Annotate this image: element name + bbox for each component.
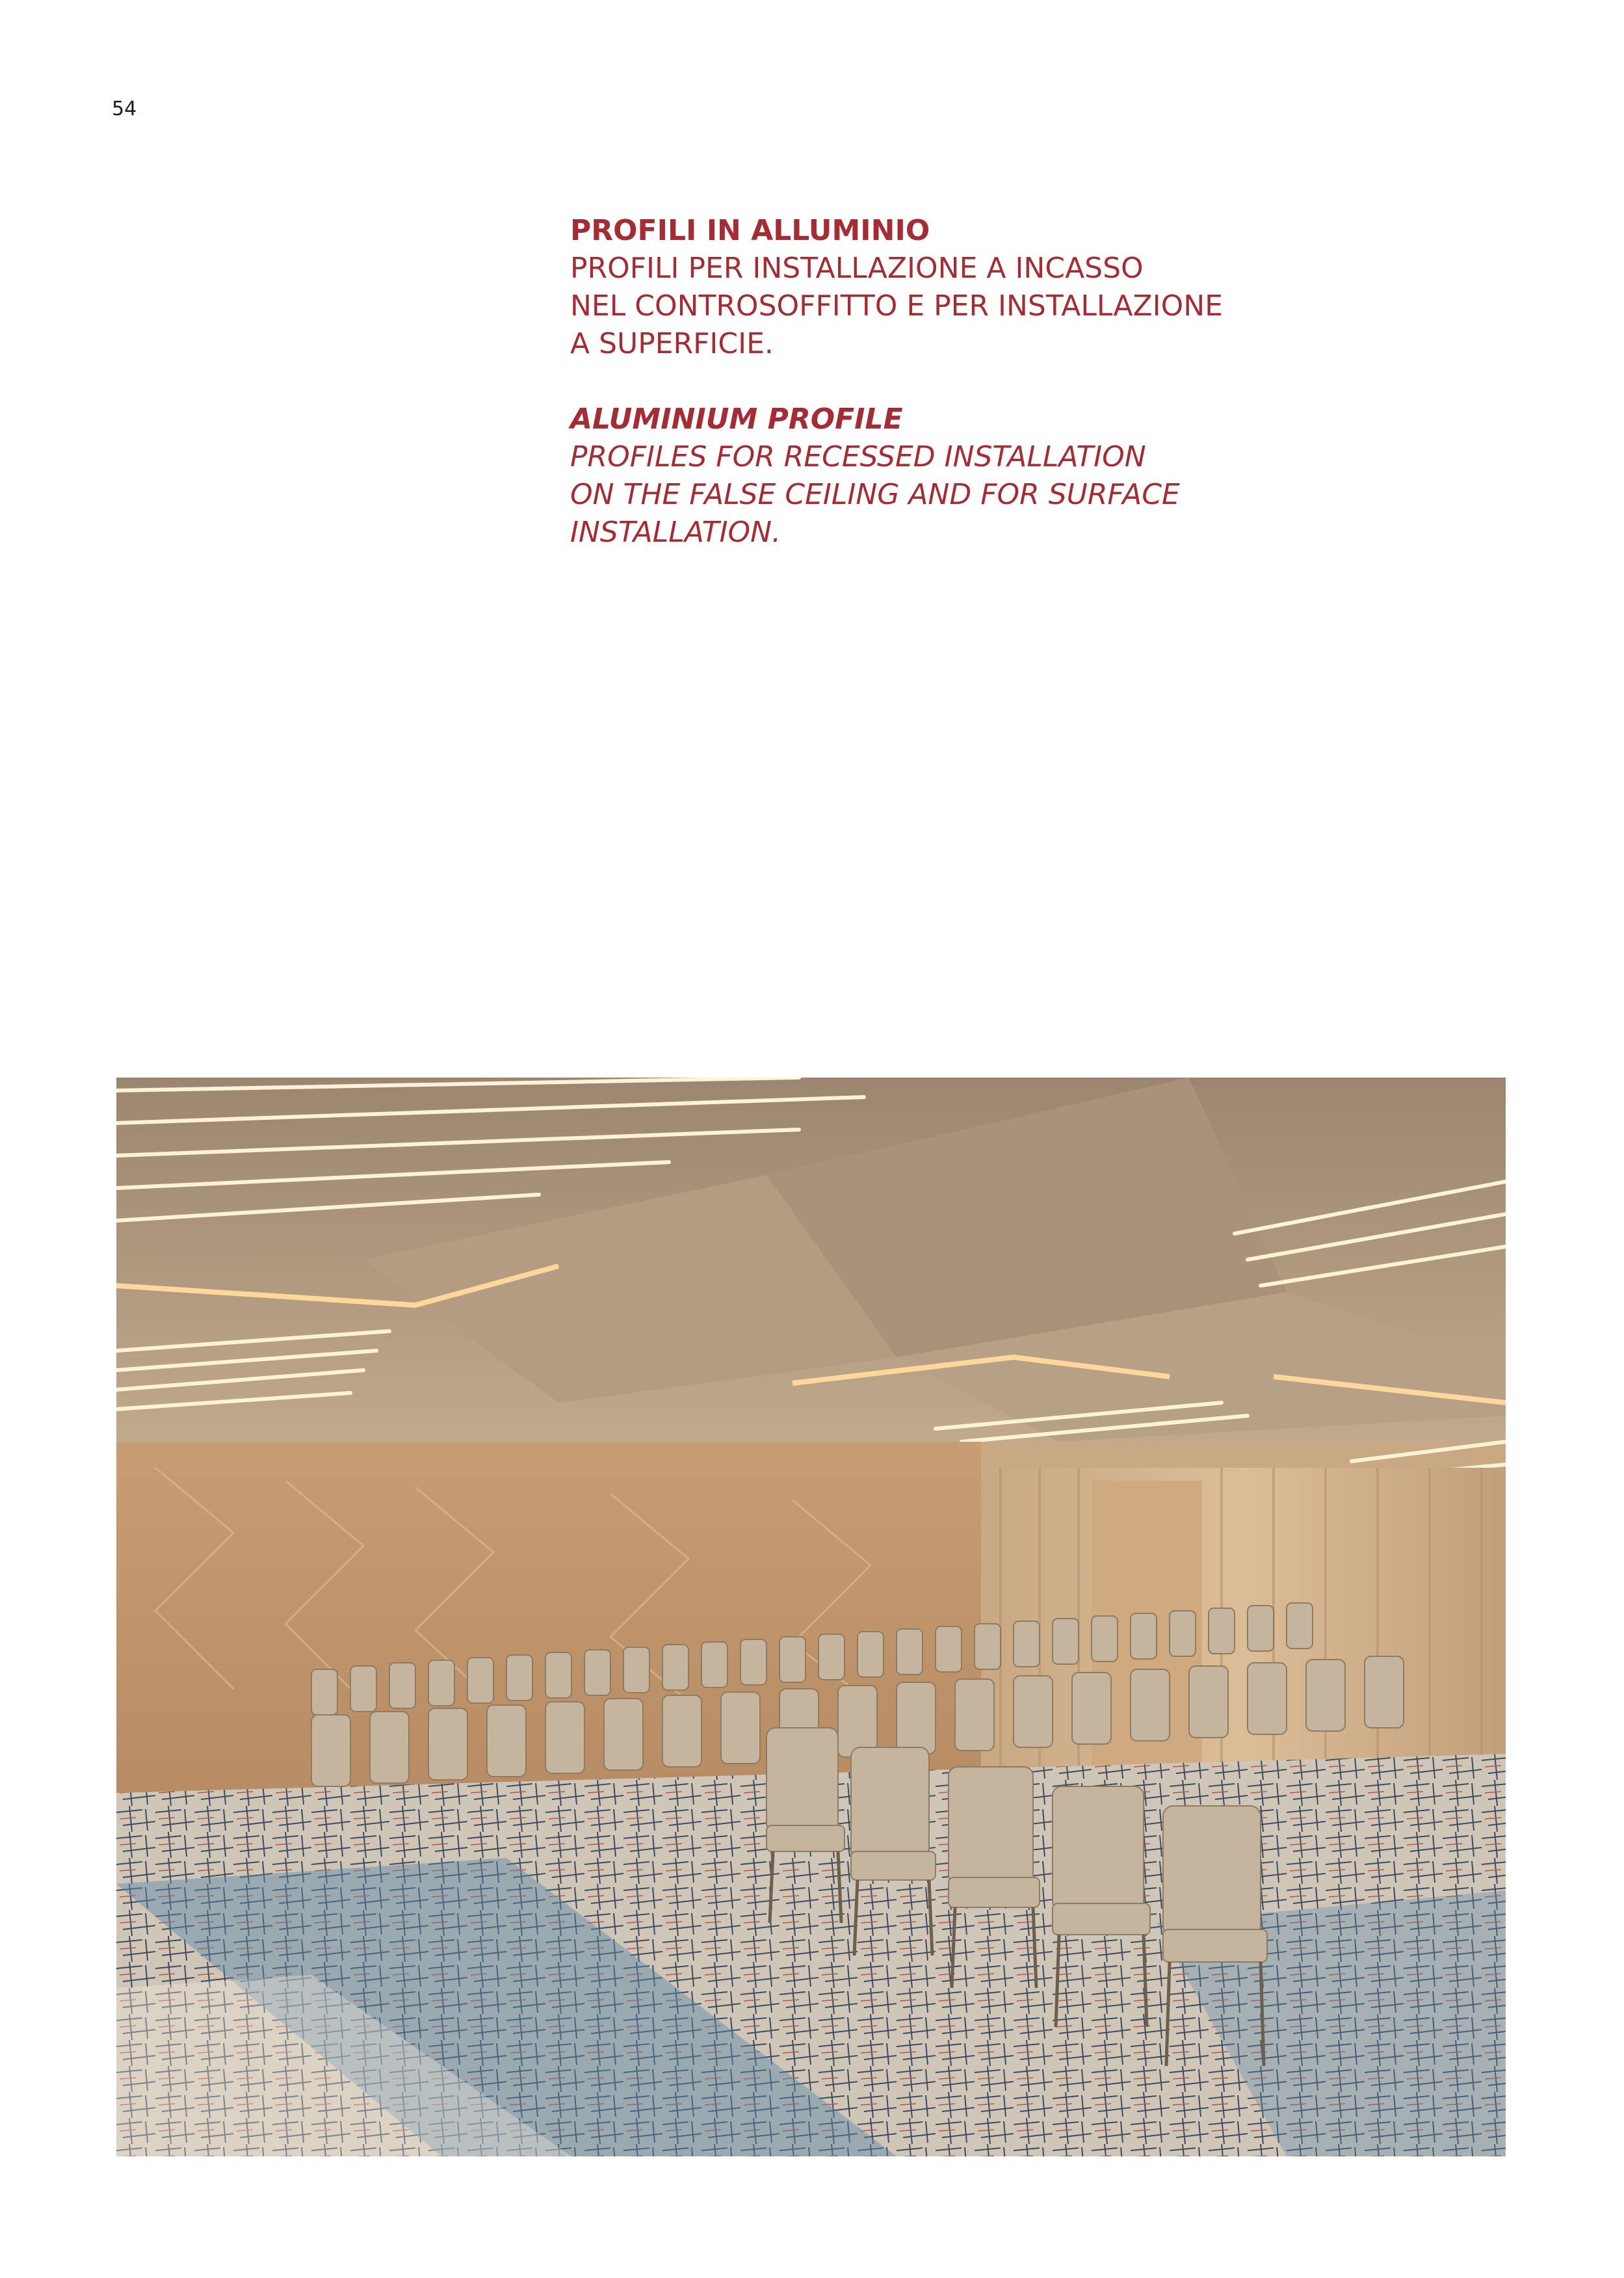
english-title: ALUMINIUM PROFILE bbox=[570, 403, 903, 436]
description-block bbox=[570, 212, 1480, 551]
italian-line-1: PROFILI PER INSTALLAZIONE A INCASSO bbox=[570, 252, 1144, 285]
conference-room-illustration bbox=[116, 1078, 1506, 2156]
italian-line-2: NEL CONTROSOFFITTO E PER INSTALLAZIONE bbox=[570, 289, 1223, 323]
italian-line-3: A SUPERFICIE. bbox=[570, 327, 774, 360]
conference-room-photo bbox=[116, 1078, 1506, 2156]
english-line-1: PROFILES FOR RECESSED INSTALLATION bbox=[570, 440, 1146, 473]
english-line-3: INSTALLATION. bbox=[570, 516, 781, 549]
page-number: 54 bbox=[112, 98, 137, 120]
italian-title: PROFILI IN ALLUMINIO bbox=[570, 214, 930, 247]
english-line-2: ON THE FALSE CEILING AND FOR SURFACE bbox=[570, 478, 1180, 511]
